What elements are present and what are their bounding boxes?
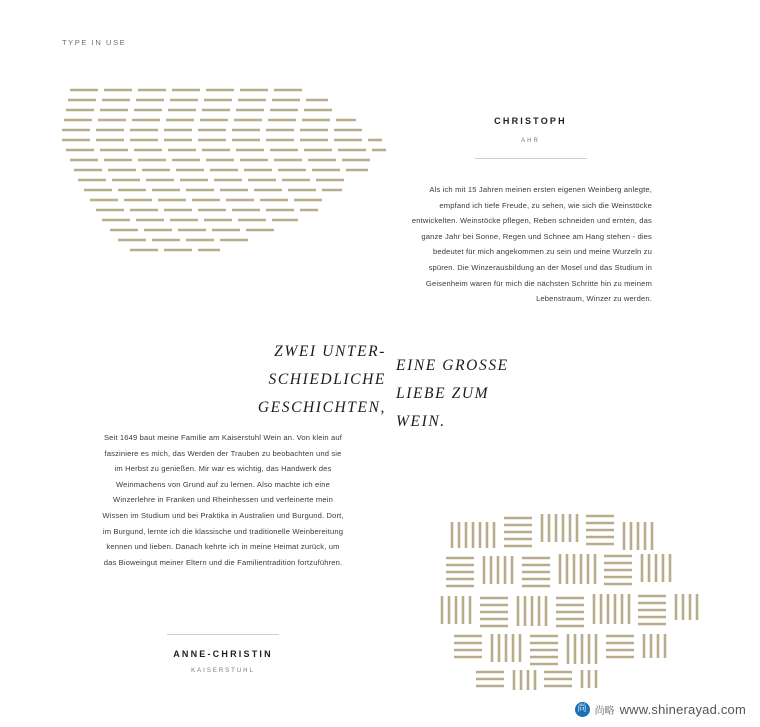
watermark-cn-label: 尚略: [594, 706, 615, 717]
watermark: [575, 702, 746, 717]
pull-quote-right-line-2: LIEBE ZUM: [396, 385, 490, 402]
right-profile-name: CHRISTOPH: [494, 116, 567, 126]
left-profile-region: KAISERSTUHL: [191, 668, 255, 674]
right-profile-body-text: Als ich mit 15 Jahren meinen ersten eigenen Weinberg anlegte, empfand ich tiefe Freude, zu sehen, wie sich die Weinstöcke entwickelten. Weinstöcke pflegen, Reben schneiden und ernten, das ganze Jahr bei Sonne, Regen und Schnee am Hang stehen - dies bedeutet für mich angekommen zu sein und meine Wurzeln zu spüren. Die Winzerausbildung an der Mosel und das Studium in Geisenheim waren für mich die nächsten Schritte hin zu meinem Lebenstraum, Winzer zu werden.: [411, 185, 652, 304]
left-profile-body-text: Seit 1649 baut meine Familie am Kaiserstuhl Wein an. Von klein auf fasziniere es mich, das Werden der Trauben zu beobachten und sie im Herbst zu genießen. Mir war es wichtig, das Handwerk des Weinmachens von Grund auf zu lernen. Also machte ich eine Winzerlehre in Franken und Rheinhessen und verfeinerte mein Wissen im Studium und bei Praktika in Australien und Burgund. Dort, im Burgund, lernte ich die klassische und traditionelle Weinbereitung kennen und lieben. Danach kehrte ich in meine Heimat zurück, um das Bioweingut meiner Eltern und die Familientradition fortzuführen.: [102, 433, 344, 567]
pull-quote-left-line-2: SCHIEDLICHE: [268, 371, 386, 388]
right-profile-header: [408, 116, 653, 159]
pull-quote-left-line-3: GESCHICHTEN,: [257, 399, 386, 416]
watermark-url: www.shinerayad.com: [619, 702, 746, 717]
hatched-map-shape-top: [60, 82, 390, 262]
watermark-badge-icon: 尚: [575, 702, 590, 717]
divider-rule-top: [475, 158, 587, 159]
pull-quote-left-line-1: ZWEI UNTER-: [274, 343, 386, 360]
pull-quote-right-line-1: EINE GROSSE: [396, 357, 509, 374]
left-profile-name: ANNE-CHRISTIN: [173, 649, 273, 659]
left-profile-footer: [100, 634, 346, 674]
right-profile-body: [410, 182, 652, 307]
divider-rule-bottom: [167, 634, 279, 635]
pull-quote-right: [396, 352, 676, 436]
hatched-map-shape-bottom: [432, 508, 722, 693]
page-kicker: TYPE IN USE: [62, 38, 127, 47]
right-profile-region: AHR: [521, 138, 540, 144]
left-profile-body: [100, 430, 346, 570]
pull-quote-right-line-3: WEIN.: [396, 413, 446, 430]
pull-quote-left: [120, 338, 386, 422]
